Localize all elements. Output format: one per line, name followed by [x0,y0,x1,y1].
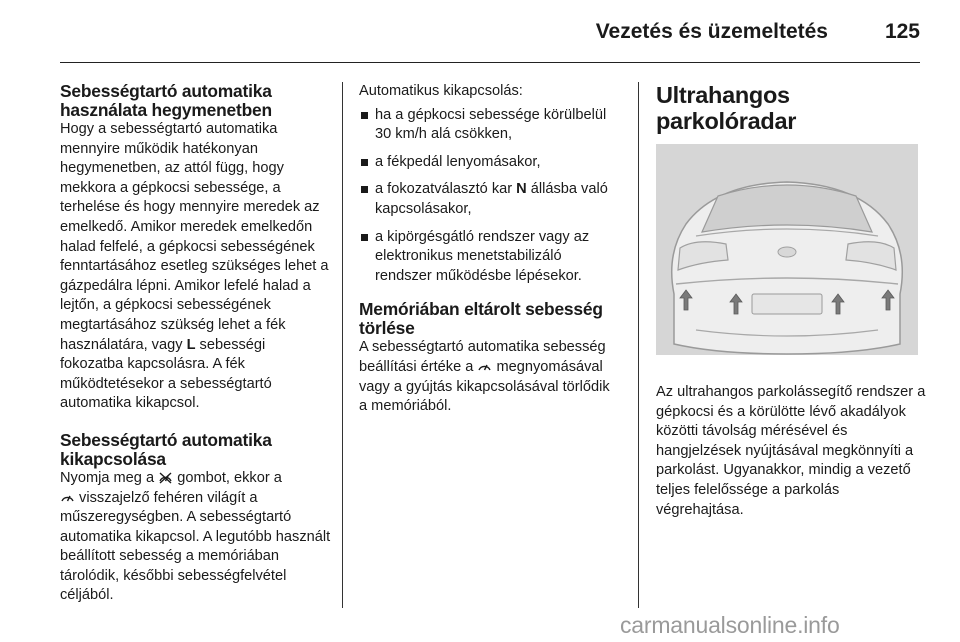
column-2 [359,82,621,417]
page-number: 125 [884,20,920,43]
gear-symbol: N [516,181,527,198]
text: A sebességtartó automatika sebesség beállítási értéke a [359,339,606,375]
column-3 [656,82,926,520]
section-heading-parking-radar: Ultrahangos parkolóradar [656,82,797,134]
running-header-title: Vezetés és üzemeltetés [595,20,828,43]
list-item-text: állásba való kapcsolásakor, [375,181,608,217]
list-item [359,106,621,145]
cruise-cancel-icon [158,471,173,484]
paragraph-cruise-uphill [60,120,332,414]
car-rear-parking-sensors-illustration [656,144,918,355]
column-1 [60,82,332,606]
auto-off-list [359,106,621,287]
bullet-icon [361,186,368,193]
list-item-text: ha a gépkocsi sebessége körülbelül 30 km/h alá csökken, [375,106,607,143]
paragraph-parking-radar: Az ultrahangos parkolássegítő rendszer a gépkocsi és a körülötte lévő akadályok közötti távolság mérésével és hangjelzések nyújtásával megkönnyíti a parkolást. Ugyanakkor, mindig a vezető teljes felelőssége a parkolás végrehajtása. [656,384,926,518]
list-item-text: a fokozatválasztó kar [375,181,517,198]
section-heading-cruise-uphill: Sebességtartó automatika használata hegymenetben [60,81,272,120]
page-header [60,0,920,63]
text: sebességi fokozatba kapcsolásra. A fék működtetésekor a sebességtartó automatika kikapcsol. [60,336,272,412]
paragraph-memory-clear [359,338,621,416]
section-heading-cruise-off: Sebességtartó automatika kikapcsolása [60,429,272,469]
bullet-icon [361,112,368,119]
gear-symbol: L [186,336,196,353]
bullet-icon [361,159,368,166]
list-item [359,228,621,287]
column-divider [638,82,639,608]
text: megnyomásával vagy a gyújtás kikapcsolásával törlődik a memóriából. [359,358,610,415]
cruise-indicator-icon [477,360,492,373]
text: Hogy a sebességtartó automatika mennyire működik hatékonyan hegymenetben, az attól függ, hogy mekkora a gépkocsi sebessége, a terhelése és hogy mennyire meredek az emelkedő. Amikor meredek emelkedőn halad felfelé, a gépkocsi sebességének fenntartásához esetleg szükséges lehet a gázpedálra lépni. Amikor lefelé halad a lejtőn, a gépkocsi sebességének megtartásához szükség lehet a fék használatára, vagy [60,121,329,353]
text: visszajelző fehéren világít a műszeregységben. A sebességtartó automatika kikapcsol. A legutóbb használt beállított sebesség a memóriában tárolódik, későbbi sebességfelvétel céljából. [60,489,331,604]
column-divider [342,82,343,608]
car-rear-figure [656,144,918,355]
paragraph-cruise-off [60,469,332,606]
text: Nyomja meg a [60,469,155,486]
watermark: carmanualsonline.info [620,612,840,638]
list-item [359,153,621,173]
section-heading-memory-clear: Memóriában eltárolt sebesség törlése [359,299,603,339]
list-item-text: a fékpedál lenyomásakor, [375,153,541,170]
bullet-icon [361,234,368,241]
auto-off-intro: Automatikus kikapcsolás: [359,83,523,99]
list-item [359,180,621,219]
list-item-text: a kipörgésgátló rendszer vagy az elektronikus menetstabilizáló rendszer működésbe lépésekor. [375,228,590,284]
text: gombot, ekkor a [173,469,282,486]
cruise-indicator-icon [60,491,75,504]
